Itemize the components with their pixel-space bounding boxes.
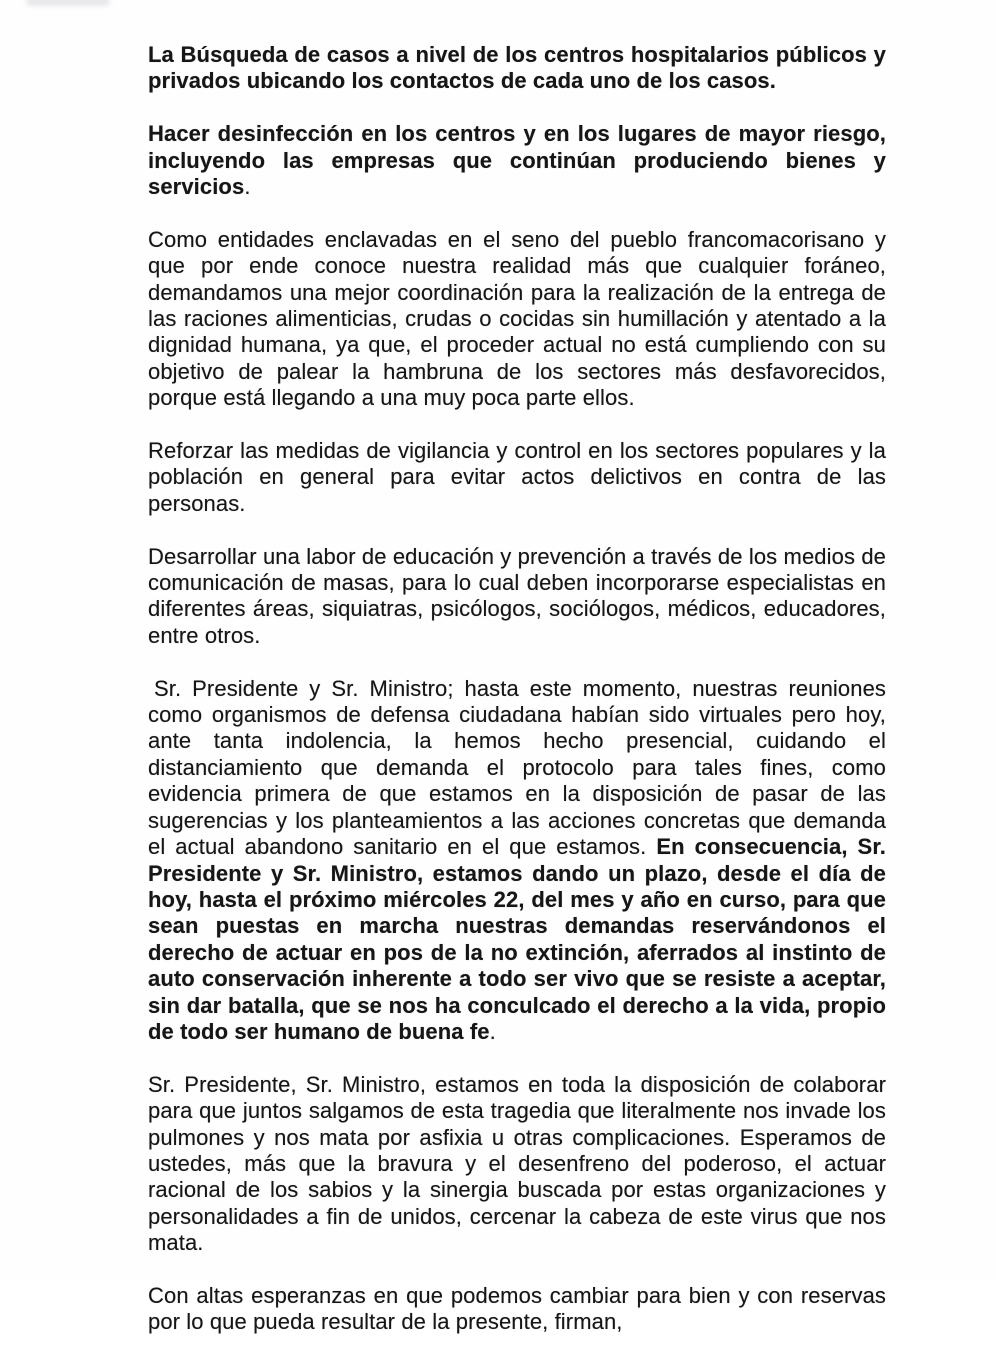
text-run: . bbox=[489, 1018, 496, 1044]
text-run: Como entidades enclavadas en el seno del pueblo francomacorisano y que por ende conoce nuestra realidad más que cualquier foráneo, demandamos una mejor coordinación para la realización de la entrega de las raciones alimenticias, crudas o cocidas sin humillación y atentado a la dignidad humana, ya que, el proceder actual no está cumpliendo con su objetivo de palear la hambruna de los sectores más desfavorecidos, porque está llegando a una muy poca parte ellos. bbox=[148, 226, 886, 411]
para-hacer-desinfeccion bbox=[148, 121, 886, 200]
text-run: Sr. Presidente, Sr. Ministro, estamos en toda la disposición de colaborar para que juntos salgamos de esta tragedia que literalmente nos invade los pulmones y nos mata por asfixia u otras complicaciones. Esperamos de ustedes, más que la bravura y el desenfreno del poderoso, el actuar racional de los sabios y la sinergia buscada por estas organizaciones y personalidades a fin de unidos, cercenar la cabeza de este virus que nos mata. bbox=[148, 1071, 886, 1256]
text-run: Con altas esperanzas en que podemos cambiar para bien y con reservas por lo que pueda resultar de la presente, firman, bbox=[148, 1282, 886, 1335]
text-run: . bbox=[244, 174, 251, 200]
para-disposicion-colaborar bbox=[148, 1072, 886, 1257]
text-run: Reforzar las medidas de vigilancia y control en los sectores populares y la población en general para evitar actos delictivos en contra de las personas. bbox=[148, 438, 886, 516]
para-busqueda-de-casos bbox=[148, 42, 886, 95]
para-sr-presidente-plazo bbox=[148, 676, 886, 1046]
text-run-bold: Hacer desinfección en los centros y en los lugares de mayor riesgo, incluyendo las empresas que continúan produciendo bienes y servicios bbox=[148, 121, 886, 200]
para-reforzar-medidas bbox=[148, 438, 886, 517]
para-desarrollar-labor bbox=[148, 544, 886, 650]
text-run: Sr. Presidente y Sr. Ministro; hasta este momento, nuestras reuniones como organismos de defensa ciudadana habían sido virtuales pero hoy, ante tanta indolencia, la hemos hecho presencial, cuidando el distanciamiento que demanda el protocolo para tales fines, como evidencia primera de que estamos en la disposición de pasar de las sugerencias y los planteamientos a las acciones concretas que demanda el actual abandono sanitario en el que estamos. bbox=[148, 675, 886, 860]
document-text bbox=[148, 42, 886, 1362]
text-run: Desarrollar una labor de educación y prevención a través de los medios de comunicación de masas, para lo cual deben incorporarse especialistas en diferentes áreas, siquiatras, psicólogos, sociólogos, médicos, educadores, entre otros. bbox=[148, 543, 886, 648]
text-run-bold: La Búsqueda de casos a nivel de los centros hospitalarios públicos y privados ubicando los contactos de cada uno de los casos. bbox=[148, 42, 886, 94]
text-run-bold: En consecuencia, Sr. Presidente y Sr. Ministro, estamos dando un plazo, desde el día de hoy, hasta el próximo miércoles 22, del mes y año en curso, para que sean puestas en marcha nuestras demandas reservándonos el derecho de actuar en pos de la no extinción, aferrados al instinto de auto conservación inherente a todo ser vivo que se resiste a aceptar, sin dar batalla, que se nos ha conculcado el derecho a la vida, propio de todo ser humano de buena fe bbox=[148, 834, 886, 1044]
para-como-entidades bbox=[148, 227, 886, 412]
scan-artifact bbox=[26, 0, 110, 6]
para-altas-esperanzas bbox=[148, 1283, 886, 1336]
